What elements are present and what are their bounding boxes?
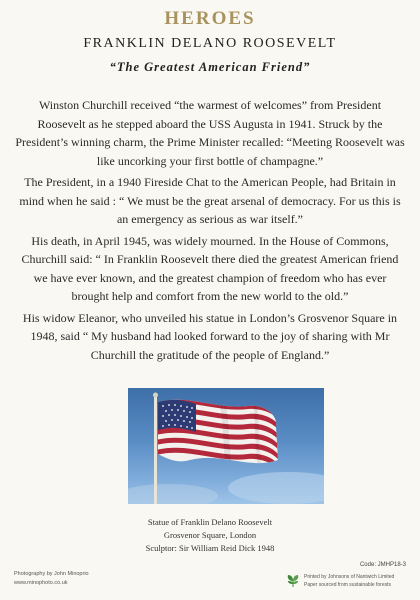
printer-line-1: Printed by Johnsons of Nantwich Limited	[304, 574, 395, 580]
printer-line-2: Paper sourced from sustainable forests	[304, 581, 391, 588]
tagline: “The Greatest American Friend”	[109, 60, 311, 74]
photo-credit	[14, 570, 89, 588]
paragraph-1: Winston Churchill received “the warmest of welcomes” from President Roosevelt as he stepped aboard the USS Augusta in 1941. Struck by the President’s winning charm, the Prime Minister recalled: “Meeting Roosevelt was like uncorking your first bottle of champagne.”	[15, 98, 405, 168]
website-link: www.minophoto.co.uk	[14, 580, 68, 586]
product-code: Code: JMHP18-3	[359, 562, 406, 568]
paragraph-2: The President, in a 1940 Fireside Chat to the American People, had Britain in mind when he said : “ We must be the great arsenal of democracy. For us this is an emergency as serious as war itself.”	[19, 175, 401, 226]
flag-photo	[128, 388, 324, 504]
photo-caption	[0, 516, 420, 555]
paragraph-4: His widow Eleanor, who unveiled his statue in London’s Grosvenor Square in 1948, said “ My husband had looked forward to the joy of sharing with Mr Churchill the gratitude of the people of England.”	[22, 310, 398, 362]
subject-name: FRANKLIN DELANO ROOSEVELT	[83, 36, 337, 51]
caption-line-2: Grosvenor Square, London	[163, 530, 257, 540]
body-text	[14, 96, 406, 367]
american-flag-icon	[128, 388, 324, 504]
series-title: HEROES	[164, 8, 256, 29]
caption-line-3: Sculptor: Sir William Reid Dick 1948	[145, 543, 275, 553]
leaf-logo-icon	[286, 574, 300, 588]
printer-info	[286, 574, 406, 589]
paragraph-3: His death, in April 1945, was widely mourned. In the House of Commons, Churchill said: “ In Franklin Roosevelt there died the greatest American friend we have ever known, and the greatest champion of freedom who has ever brought help and comfort from the new world to the old.”	[21, 233, 399, 303]
photographer-credit: Photography by John Minoprio	[14, 571, 89, 577]
caption-line-1: Statue of Franklin Delano Roosevelt	[147, 517, 273, 527]
